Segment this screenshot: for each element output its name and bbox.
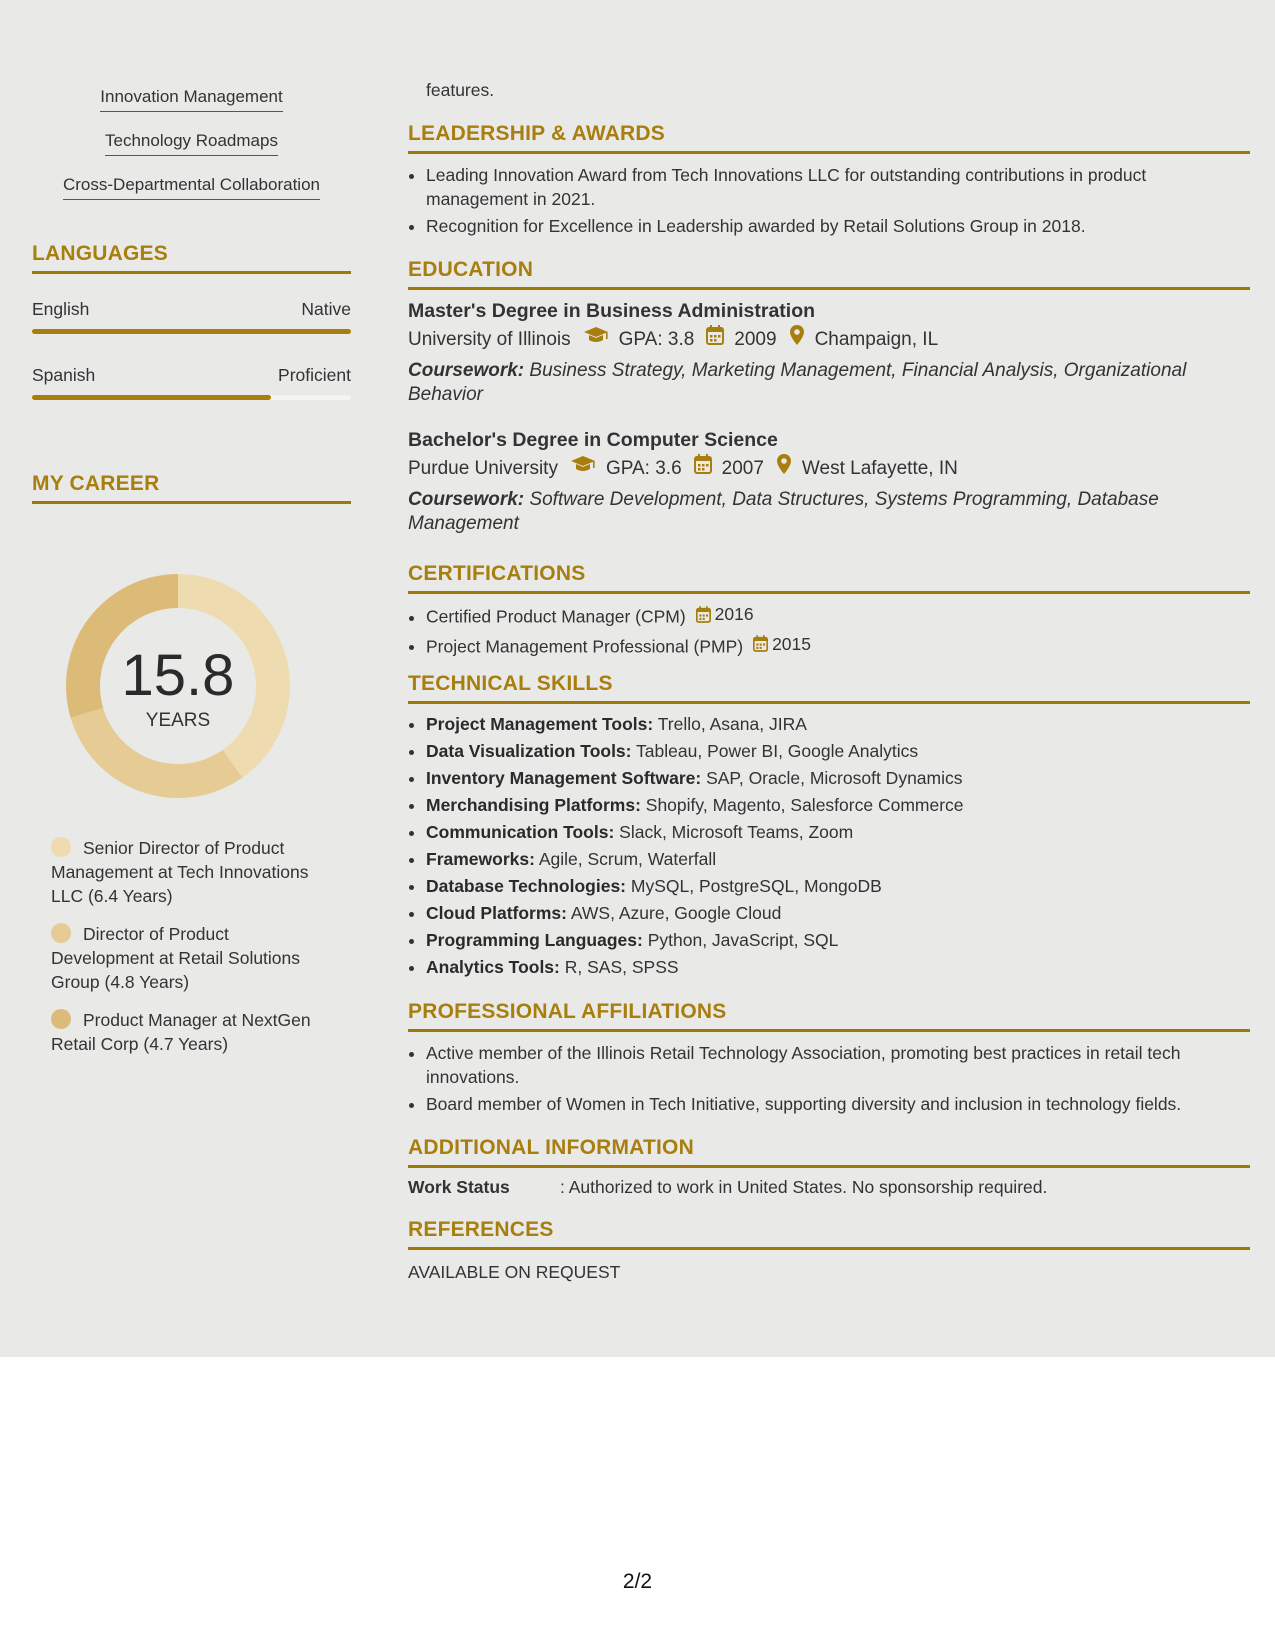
cert-name: Project Management Professional (PMP) xyxy=(426,636,744,656)
language-name: English xyxy=(32,299,90,319)
skill-tag: Technology Roadmaps xyxy=(105,130,278,156)
career-heading: MY CAREER xyxy=(32,472,351,504)
map-pin-icon xyxy=(776,453,792,484)
list-item xyxy=(426,847,1250,871)
graduation-year: 2009 xyxy=(734,328,777,350)
career-label: Product Manager at NextGen Retail Corp (4.7 Years) xyxy=(51,1010,311,1054)
affiliations-section xyxy=(408,1000,1250,1119)
list-item: • Board member of Women in Tech Initiative, supporting diversity and inclusion in technology fields. xyxy=(426,1092,1250,1116)
list-item xyxy=(426,955,1250,979)
school-name: University of Illinois xyxy=(408,328,571,350)
list-item xyxy=(426,766,1250,790)
skill-category: Communication Tools: xyxy=(426,822,615,842)
skill-values: Agile, Scrum, Waterfall xyxy=(538,849,717,869)
skill-category: Frameworks: xyxy=(426,849,535,869)
language-bar-fill xyxy=(32,395,271,400)
language-bar xyxy=(32,395,351,400)
gpa: GPA: 3.6 xyxy=(605,457,682,479)
skill-category: Project Management Tools: xyxy=(426,714,654,734)
list-item: • Active member of the Illinois Retail Technology Association, promoting best practices in retail tech innovations. xyxy=(426,1041,1250,1089)
language-english xyxy=(32,298,351,334)
career-legend-item xyxy=(51,1008,331,1056)
list-item xyxy=(426,874,1250,898)
skill-values: Tableau, Power BI, Google Analytics xyxy=(636,741,919,761)
language-level: Proficient xyxy=(278,365,351,385)
leadership-section xyxy=(408,122,1250,241)
legend-dot xyxy=(51,1009,71,1029)
additional-info-section xyxy=(408,1136,1250,1198)
career-legend-item xyxy=(51,836,331,908)
career-legend xyxy=(51,836,331,1070)
degree-title: Bachelor's Degree in Computer Science xyxy=(408,429,778,451)
additional-info-heading: ADDITIONAL INFORMATION xyxy=(408,1136,1250,1168)
language-bar xyxy=(32,329,351,334)
skill-values: SAP, Oracle, Microsoft Dynamics xyxy=(706,768,963,788)
calendar-icon xyxy=(696,606,711,623)
skill-values: MySQL, PostgreSQL, MongoDB xyxy=(630,876,882,896)
skill-category: Database Technologies: xyxy=(426,876,627,896)
skill-category: Inventory Management Software: xyxy=(426,768,702,788)
career-donut-chart xyxy=(66,574,290,798)
education-section xyxy=(408,258,1250,536)
skill-category: Programming Languages: xyxy=(426,930,643,950)
language-name: Spanish xyxy=(32,365,96,385)
list-item xyxy=(426,602,1250,629)
skill-tag: Cross-Departmental Collaboration xyxy=(63,174,320,200)
map-pin-icon xyxy=(789,324,805,355)
graduation-cap-icon xyxy=(570,454,596,483)
skill-category: Merchandising Platforms: xyxy=(426,795,641,815)
languages-heading: LANGUAGES xyxy=(32,242,351,274)
coursework-label: Coursework: xyxy=(408,489,525,510)
list-item xyxy=(426,928,1250,952)
graduation-cap-icon xyxy=(583,325,609,354)
school-name: Purdue University xyxy=(408,457,558,479)
list-item xyxy=(426,793,1250,817)
list-item xyxy=(426,712,1250,736)
list-item xyxy=(426,820,1250,844)
skill-category: Analytics Tools: xyxy=(426,957,560,977)
skill-tag: Innovation Management xyxy=(100,86,282,112)
skill-tags xyxy=(32,86,351,218)
education-entry xyxy=(408,427,1250,536)
language-bar-fill xyxy=(32,329,351,334)
skill-values: Trello, Asana, JIRA xyxy=(657,714,807,734)
references-section xyxy=(408,1218,1250,1283)
carryover-text: features. xyxy=(426,80,495,100)
coursework-label: Coursework: xyxy=(408,360,525,381)
technical-skills-section xyxy=(408,672,1250,982)
calendar-icon xyxy=(706,325,724,354)
list-item xyxy=(426,739,1250,763)
skill-values: Slack, Microsoft Teams, Zoom xyxy=(619,822,854,842)
skill-values: AWS, Azure, Google Cloud xyxy=(570,903,782,923)
career-legend-item xyxy=(51,922,331,994)
school-location: Champaign, IL xyxy=(814,328,939,350)
legend-dot xyxy=(51,837,71,857)
coursework-list: Software Development, Data Structures, Systems Programming, Database Management xyxy=(408,489,1159,534)
career-total-unit: YEARS xyxy=(145,710,211,731)
work-status-value: : Authorized to work in United States. No sponsorship required. xyxy=(560,1177,1048,1197)
skill-values: R, SAS, SPSS xyxy=(564,957,679,977)
legend-dot xyxy=(51,923,71,943)
list-item: • Leading Innovation Award from Tech Innovations LLC for outstanding contributions in product management in 2021. xyxy=(426,163,1250,211)
skill-values: Shopify, Magento, Salesforce Commerce xyxy=(645,795,964,815)
page-number: 2/2 xyxy=(622,1570,653,1593)
graduation-year: 2007 xyxy=(721,457,764,479)
list-item: • Recognition for Excellence in Leadership awarded by Retail Solutions Group in 2018. xyxy=(426,214,1250,238)
gpa: GPA: 3.8 xyxy=(618,328,695,350)
coursework-list: Business Strategy, Marketing Management, Financial Analysis, Organizational Behavior xyxy=(408,360,1187,405)
certifications-section xyxy=(408,562,1250,661)
affiliations-heading: PROFESSIONAL AFFILIATIONS xyxy=(408,1000,1250,1032)
skill-values: Python, JavaScript, SQL xyxy=(647,930,839,950)
list-item xyxy=(426,632,1250,659)
education-entry xyxy=(408,298,1250,407)
skill-category: Cloud Platforms: xyxy=(426,903,567,923)
career-label: Director of Product Development at Retail Solutions Group (4.8 Years) xyxy=(51,924,301,992)
calendar-icon xyxy=(753,635,768,652)
list-item xyxy=(426,901,1250,925)
leadership-heading: LEADERSHIP & AWARDS xyxy=(408,122,1250,154)
references-text: AVAILABLE ON REQUEST xyxy=(408,1262,621,1282)
language-level: Native xyxy=(301,299,351,319)
language-spanish xyxy=(32,364,351,400)
skill-category: Data Visualization Tools: xyxy=(426,741,632,761)
degree-title: Master's Degree in Business Administration xyxy=(408,300,816,322)
cert-year: 2016 xyxy=(714,604,754,624)
cert-name: Certified Product Manager (CPM) xyxy=(426,606,686,627)
education-heading: EDUCATION xyxy=(408,258,1250,290)
school-location: West Lafayette, IN xyxy=(801,457,958,479)
career-label: Senior Director of Product Management at Tech Innovations LLC (6.4 Years) xyxy=(51,838,309,906)
calendar-icon xyxy=(694,454,712,483)
work-status-label: Work Status xyxy=(408,1177,510,1197)
career-total-years: 15.8 xyxy=(121,643,235,708)
references-heading: REFERENCES xyxy=(408,1218,1250,1250)
technical-skills-heading: TECHNICAL SKILLS xyxy=(408,672,1250,704)
certifications-heading: CERTIFICATIONS xyxy=(408,562,1250,594)
cert-year: 2015 xyxy=(772,633,812,654)
